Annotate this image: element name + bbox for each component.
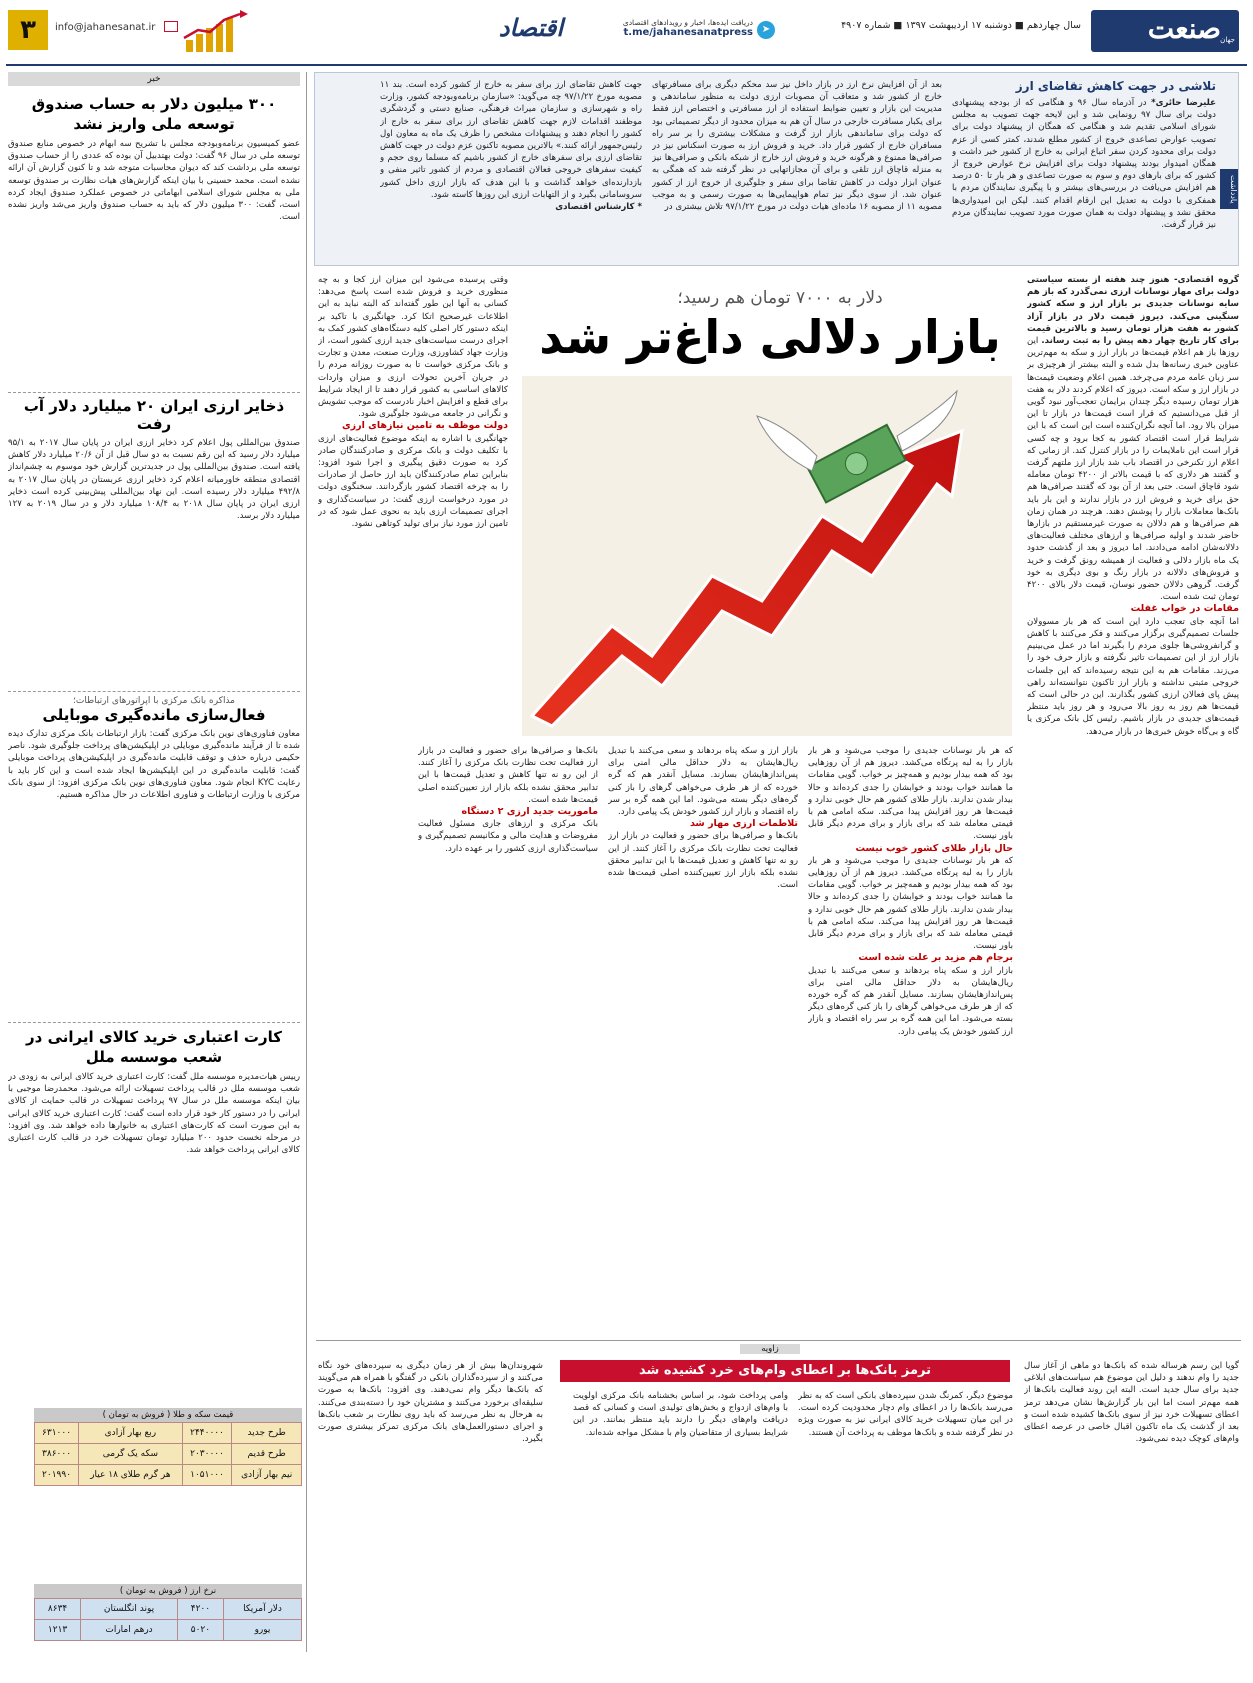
news-story-4-body: رییس هیات‌مدیره موسسه ملل گفت: کارت اعتباری خرید کالای ایرانی به زودی در شعب موسسه ملل در قالب پرداخت تسهیلات ارائه می‌شود. محمدرضا موجبی با بیان اینکه موسسه ملل در سال ۹۷ پرداخت تسهیلات در قالب حمایت از کالای ایرانی را در دستور کار خود قرار داده است گفت: کارت اعتباری خرید کالای ایرانی به این صورت است که کارت‌های اعتباری به خانوارها داده خواهد شد. وی افزود: در مرحله نخست حدود ۲۰۰ میلیارد تومان تسهیلات خرد در قالب کارت اعتباری کالای ایرانی پرداخت خواهد شد. [8, 1072, 300, 1156]
coin-table [34, 1422, 302, 1486]
news-story-3-body: معاون فناوری‌های نوین بانک مرکزی گفت: بازار ارتباطات بانک مرکزی تدارک دیده شده تا از فرآیند مانده‌گیری موبایلی در اپلیکیشن‌های پرداخت جلوگیری شود. ناصر حکیمی درباره حذف و توقف قابلیت مانده‌گیری در اپلیکیشن‌های پرداخت موبایلی گفت: قابلیت مانده‌گیری در این اپلیکیشن‌ها ایجاد شده است و این کار باید با رعایت KYC انجام شود. معاون فناوری‌های نوین بانک مرکزی افزود: از سوی بانک مرکزی با وزارت ارتباطات و فناوری اطلاعات در حال مذاکره هستیم. [8, 729, 300, 801]
coin-cell: ۲۰۳۰۰۰۰ [182, 1444, 232, 1465]
left-column-rule [306, 72, 307, 1652]
note-side-label-text: یادداشت [1229, 174, 1238, 204]
coin-cell: ۲۰۱۹۹۰ [35, 1465, 79, 1486]
subhead-govt-obliged: دولت موظف به تامین نیازهای ارزی [341, 420, 508, 432]
main-story-mid-text-1: که هر بار نوسانات جدیدی را موجب می‌شود و هر بار بازار را به لبه پرتگاه می‌کشد. دیروز هم از آن روزهایی بود که همه بیدار بودیم و همه‌چیز بر خواب. گویی مقامات ما همانند خواب بودند و خوابشان را جدی کرده‌اند و حالا بیدار شدن ندارند. بازار طلای کشور هم حال خوبی ندارد و قیمت‌ها هر روز افزایش پیدا می‌کند. سکه امامی هم با قیمتی معامله شد که برای بازار و برای مردم دیگر قابل باور نیست. [808, 746, 1013, 842]
main-story-mid-text-1b: که هر بار نوسانات جدیدی را موجب می‌شود و هر بار بازار را به لبه پرتگاه می‌کشد. دیروز هم از آن روزهایی بود که همه بیدار بودیم و همه‌چیز بر خواب. گویی مقامات ما همانند خواب بودند و خوابشان را جدی کرده‌اند و حالا بیدار شدن ندارند. بازار طلای کشور هم حال خوبی ندارد و قیمت‌ها هر روز افزایش پیدا می‌کند. سکه امامی هم با قیمتی معامله شد که برای بازار و برای مردم دیگر قابل باور نیست. [808, 855, 1013, 952]
telegram-block[interactable] [605, 18, 775, 38]
subhead-fx-turmoil: تلاطمات ارزی مهار شد [689, 818, 798, 830]
fx-table [34, 1598, 302, 1641]
masthead [0, 10, 1253, 60]
coin-cell: طرح قدیم [232, 1444, 302, 1465]
news-story-1-body: عضو کمیسیون برنامه‌وبودجه مجلس با تشریح سه ابهام در خصوص منابع صندوق توسعه ملی در سال ۹۶ گفت: دولت بهتدبیل آن بوده که عددی را از حساب صندوق توسعه ملی برداشت کند که دیوان محاسبات متوجه شد و تا کنون گزارش آن ارائه نشده است. محمد حسینی با بیان اینکه گزارش‌های هیات نظارت بر صندوق توسعه ملی به مجلس شورای اسلامی ابهاماتی در خصوص عملکرد صندوق ایجاد کرده است، گفت: ۳۰۰ میلیون دلار که باید به حساب صندوق واریز می‌شد واریز نشده است. [8, 139, 300, 223]
fx-cell: دلار آمریکا [224, 1599, 302, 1620]
left-news-column [8, 72, 300, 1322]
fx-table-title: نرخ ارز ( فروش به تومان ) [34, 1584, 302, 1598]
main-story-mid-text-3b: بانک مرکزی و ارزهای جاری مسئول فعالیت مفروضات و هدایت مالی و مکانیسم تصمیم‌گیری و سیاست‌گذاری ارزی کشور را بر عهده دارد. [418, 819, 598, 854]
bottom-box-col-3: وامی پرداخت شود، بر اساس بخشنامه بانک مرکزی اولویت با وام‌های ازدواج و بخش‌های تولیدی است و کسانی که قصد دریافت وام‌های دیگر را دارند باید منتظر بمانند. در این شرایط بسیاری از متقاضیان وام با مشکل مواجه شده‌اند. [573, 1391, 788, 1438]
fx-row [35, 1620, 302, 1641]
fx-cell: پوند انگلستان [81, 1599, 178, 1620]
main-story-right-text-2: اما آنچه جای تعجب دارد این است که هر بار مسوولان جلسات تصمیم‌گیری برگزار می‌کنند و فکر می‌کنند با کاهش و گرانفروشی‌ها جلوی مردم را بگیرند اما در عمل می‌بینیم بازار ارز از این تصمیمات تاثیر نگرفته و بازار حرف خود را می‌زند. مقامات هم به این نتیجه رسیده‌اند که این جلسات خروجی مثبتی نداشته و بازار ارز تاکنون نتوانسته‌اند راهی پیش پای فعالان ارزی کشور بگذارند. این در حالی است که قیمت‌ها هم روز به روز بالا می‌رود و هر روز باید منتظر قیمت‌های جدیدی در بازار باشیم. رئیس کل بانک مرکزی یا گاه و بی‌گاه خوش خبری‌ها در بازار می‌دهد. [1027, 616, 1239, 737]
note-col2: بعد از آن افزایش نرخ ارز در بازار داخل نیز سد محکم دیگری برای مسافرتهای خارج از کشور شد و متعاقب آن مصوبات ارزی دولت به منظور ساماندهی و مدیریت این بازار و تعیین ضوابط استفاده از ارز مسافرتی و اختصاص ارز فقط برای یکبار مسافرت خارجی در سال آن هم به میزان محدود از دیگر تصمیماتی بود که دولت برای ساماندهی بازار ارز گرفت و مشکلات بیشتری را بر سر راه مسافران خارج از کشور قرار داد. خرید و فروش ارز به صورت اسکناس نیز در صرافی‌ها ممنوع و هرگونه خرید و فروش ارز خارج از شبکه بانکی و صرافی‌ها نیز به منزله قاچاق ارز تلقی و برای آن مجازاتهایی در نظر گرفته شد که همگی به عنوان ابزار دولت در کاهش تقاضا برای سفر و جلوگیری از خروج ارز از کشور عنوان شد. از سوی دیگر نیز تمام هواپیمایی‌ها به صورت رسمی و به موجب مصوبه ۱۱ از مصوبه ۱۶ ماده‌ای هیات دولت در مورخ ۹۷/۱/۲۲ تلاش بیشتری در [652, 80, 942, 213]
main-story-lead: گروه اقتصادی- هنوز چند هفته از بسته سیاستی دولت برای مهار نوسانات ارزی نمی‌گذرد که باز هم سایه نوسانات جدیدی بر بازار ارز و سکه کشور سنگینی می‌کند. دیروز قیمت دلار در بازار آزاد کشور به هفت هزار تومان رسید و بالاترین قیمت برای کار تاریخ چهار دهه پیش را به ثبت رساند. [1027, 275, 1239, 347]
fx-cell: ۴۲۰۰ [177, 1599, 223, 1620]
telegram-icon: ➤ [757, 21, 775, 39]
note-body: در آذرماه سال ۹۶ و هنگامی که از بودجه پیشنهادی دولت برای سال ۹۷ رونمایی شد و این لایحه جهت تصویب به مجلس شورای اسلامی تقدیم شد و هنگامی که همگان از پیشنهاد دولت برای تصویب عوارض تصاعدی خروج از کشور مطلع شدند، کمتر کسی از عزم دولت برای محدود کردن سفر اتباع ایرانی به خارج از کشور خبر داشت و همگان امیدوار بودند پیشنهاد دولت برای افزایش نرخ عوارض خروج از کشور که برای بارهای دوم و سوم به صورت تصاعدی و هر بار تا ۵۰ درصد هم افزایش می‌یافت در بررسی‌های بیشتر و با پیگیری نمایندگان مردم با همفکری با دولت به تعدیل این ارقام اقدام کنند. لیکن این امیدواری‌ها محقق نشد و پیشنهاد دولت به همان صورت مورد تصویب نمایندگان مردم نیز قرار گرفت. [952, 98, 1216, 231]
telegram-handle[interactable]: t.me/jahanesanatpress [623, 27, 753, 38]
news-label: خبر [8, 72, 300, 86]
bottom-box-rule [316, 1340, 1241, 1341]
section-title: اقتصاد [498, 13, 563, 42]
growth-chart-icon [180, 10, 260, 54]
main-story-left-text: وقتی پرسیده می‌شود این میزان ارز کجا و به چه منظوری خرید و فروش شده است پاسخ می‌دهد: کسانی به آنها این طور گفته‌اند که البته نباید به این اطلاعات غیرصحیح اتکا کرد. جهانگیری با تاکید بر اینکه دستور کار اصلی کلیه دستگاه‌های کشور کمک به اجرای درست سیاست‌های جدید ارزی کشور است، از وزارت جهاد کشاورزی، وزارت صنعت، معدن و تجارت و بانک مرکزی خواست تا به صورت روزانه مردم را در جریان آخرین تحولات ارزی و میزان واردات کالاهای اساسی به کشور قرار دهند تا از ایجاد شرایط برای قطع و افزایش اخبار نادرست که موجب تشویش و نگرانی در جامعه می‌شود جلوگیری شود. [318, 275, 508, 420]
masthead-rule [6, 64, 1247, 66]
bottom-box-col-2: موضوع دیگر، کمرنگ شدن سپرده‌های بانکی است که به نظر می‌رسد بانک‌ها را در اعطای وام دچار محدودیت کرده است. در این میان تسهیلات خرید کالای ایرانی نیز به صورت ویژه در نظر گرفته شده و بانک‌ها موظف به پرداخت آن هستند. [798, 1391, 1013, 1438]
main-story-lead-column [1027, 274, 1239, 1114]
news-story-2-body: صندوق بین‌المللی پول اعلام کرد ذخایر ارزی ایران در پایان سال ۲۰۱۷ به ۹۵/۱ میلیارد دلار رسید که این رقم نسبت به دو سال قبل از آن ۲۰/۶ میلیارد دلار کاهش یافته است. صندوق بین‌المللی پول در جدیدترین گزارش خود موسوم به چشم‌انداز اقتصادی منطقه خاورمیانه اعلام کرد ذخایر ارزی عربستان در پایان سال ۲۰۱۷ به ۴۹۲/۸ میلیارد دلار رسیده است. این نهاد بین‌المللی پیش‌بینی کرده است ذخایر ارزی ایران در پایان سال ۲۰۱۸ به ۱۰۸/۴ میلیارد دلار و در سال ۲۰۱۹ به ۱۲۷ میلیارد دلار برسد. [8, 438, 300, 522]
coin-cell: هر گرم طلای ۱۸ عیار [79, 1465, 183, 1486]
fx-cell: یورو [224, 1620, 302, 1641]
fx-cell: درهم امارات [81, 1620, 178, 1641]
coin-cell: ۳۸۶۰۰۰ [35, 1444, 79, 1465]
logo [1091, 10, 1239, 52]
coin-cell: نیم بهار آزادی [232, 1465, 302, 1486]
coin-cell: ۶۳۱۰۰۰ [35, 1423, 79, 1444]
email-text[interactable]: info@jahanesanat.ir [55, 22, 156, 33]
main-story-mid-text-3: بانک‌ها و صرافی‌ها برای حضور و فعالیت در بازار ارز فعالیت تحت نظارت بانک مرکزی را آغاز کنند. از این رو نه تنها کاهش و تعدیل قیمت‌ها با این تدابیر محقق نشده بلکه بازار ارز تعیین‌کننده اصلی قیمت‌ها شده است. [418, 746, 598, 805]
fx-cell: ۸۶۳۴ [35, 1599, 81, 1620]
story-divider-1 [8, 392, 300, 393]
story-divider-3 [8, 1022, 300, 1023]
main-story-headline: بازار دلالی داغ‌تر شد [539, 310, 1001, 364]
coin-row [35, 1465, 302, 1486]
news-story-4-title: کارت اعتباری خرید کالای ایرانی در شعب موسسه ملل [26, 1028, 282, 1066]
coin-cell: ربع بهار آزادی [79, 1423, 183, 1444]
note-signature: * کارشناس اقتصادی [555, 202, 642, 213]
news-story-3-title: فعال‌سازی مانده‌گیری موبایلی [42, 706, 266, 724]
coin-cell: سکه یک گرمی [79, 1444, 183, 1465]
coin-cell: طرح جدید [232, 1423, 302, 1444]
coin-cell: ۱۰۵۱۰۰۰ [182, 1465, 232, 1486]
fx-cell: ۱۲۱۳ [35, 1620, 81, 1641]
coin-row [35, 1444, 302, 1465]
main-story-mid-text-2b: بانک‌ها و صرافی‌ها برای حضور و فعالیت در بازار ارز فعالیت تحت نظارت بانک مرکزی را آغاز کنند. از این رو نه تنها کاهش و تعدیل قیمت‌ها با این تدابیر محقق نشده بلکه بازار ارز تعیین‌کننده اصلی قیمت‌ها شده است. [608, 831, 798, 891]
bottom-box-col-4: شهروندان‌ها بیش از هر زمان دیگری به سپرده‌های خود نگاه می‌کنند و از سپرده‌گذاران بانکی در گفتگو با همراه هم می‌گویند که بانک‌ها دیگر وام نمی‌دهند. وی افزود: بانک‌ها به صورت سلیقه‌ای برخورد می‌کنند و مشتریان خود را دسته‌بندی می‌کنند. به هرحال به نظر می‌رسد که باید روی نظارت بر شعب بانک‌ها و اجرای دستورالعمل‌های بانک مرکزی تمرکز بیشتری صورت بگیرد. [318, 1361, 543, 1445]
fx-row [35, 1599, 302, 1620]
dateline: سال چهاردهم ■ دوشنبه ۱۷ اردیبهشت ۱۳۹۷ ■ شماره ۴۹۰۷ [841, 20, 1081, 31]
coin-cell: ۲۴۴۰۰۰۰ [182, 1423, 232, 1444]
main-story-kicker: دلار به ۷۰۰۰ تومان هم رسید؛ [677, 288, 883, 308]
news-story-2-title: ذخایر ارزی ایران ۲۰ میلیارد دلار آب رفت [23, 397, 285, 433]
story-divider-2 [8, 691, 300, 692]
note-col3: جهت کاهش تقاضای ارز برای سفر به خارج از کشور کرده است. بند ۱۱ مصوبه مورخ ۹۷/۱/۲۲ چه می‌گوید: «سازمان برنامه‌وبودجه کشور، وزارت راه و شهرسازی و سازمان میراث فرهنگی، صنایع دستی و گردشگری موظفند اقدامات لازم جهت کاهش تقاضای ارز برای سفر به خارج از کشور را انجام دهند و پیشنهادات مشخص را ظرف یک ماه به معاون اول رئیس‌جمهور ارائه کنند.» بالاترین مصوبه تاکنون عزم دولت در جهت کاهش تقاضای ارزی برای سفرهای خارج از کشور باشیم که مسلما روی حجم و کیفیت سفرهای خروجی فعالان اقتصادی و مردم از کشور تاثیر منفی و بازدارنده‌ای خواهد گذاشت و با این هدف که بازار ارزی داخل کشور سروسامانی بگیرد و از التهابات ارزی این روزها کاسته شود. [380, 80, 642, 200]
note-side-label [1220, 169, 1238, 209]
subhead-officials-asleep: مقامات در خواب غفلت [1130, 603, 1239, 615]
bottom-box-title: ترمز بانک‌ها بر اعطای وام‌های خرد کشیده شد [639, 1363, 931, 1378]
note-title: تلاشی در جهت کاهش تقاضای ارز [1015, 79, 1216, 93]
bottom-box-col-1: گویا این رسم هرساله شده که بانک‌ها دو ماهی از آغاز سال جدید را وام ندهند و دلیل این موضوع هم سیاست‌های ابلاغی جدید برای سال جدید است. البته این روند فعالیت بانک‌ها از همه مهم‌تر است اما این بار گزارش‌ها نشان می‌دهد ترمز اعطای تسهیلات خرد نیز از سوی بانک‌ها کشیده شده است و بعد از گذشت یک ماه تاکنون اقبال خاصی در عرصه اعطای وام‌های کوچک دیده نمی‌شود. [1024, 1361, 1239, 1445]
telegram-caption: دریافت ایده‌ها، اخبار و رویدادهای اقتصادی [622, 18, 753, 27]
subhead-new-mission: ماموریت جدید ارزی ۲ دستگاه [461, 806, 598, 818]
main-story-mid-text-1c: بازار ارز و سکه پناه بردهاند و سعی می‌کنند با تبدیل ریال‌هایشان به دلار حداقل مالی امنی برای پس‌اندازهایشان بسازند. مسایل آنقدر هم که گره خورده که از هر طرف می‌خواهی گرهای را باز کنی گره‌های دیگر بسته می‌شود. اما این همه گره بر سر راه اقتصاد و بازار ارز کشور خودش یک پیامی دارد. [808, 965, 1013, 1037]
news-story-1-title: ۳۰۰ میلیون دلار به حساب صندوق توسعه ملی واریز نشد [31, 95, 277, 133]
subhead-jcpoa: برجام هم مزید بر علت شده است [858, 952, 1013, 964]
coin-row [35, 1423, 302, 1444]
logo-text: صنعت [1147, 12, 1221, 45]
bottom-box-title-bar [560, 1360, 1010, 1382]
logo-subtext: جهان [1220, 36, 1235, 44]
page-number-badge [8, 10, 48, 50]
page-number: ۳ [20, 15, 36, 45]
note-author: علیرضا حائری* [1151, 98, 1216, 108]
top-note-box [314, 72, 1239, 266]
main-story-right-text: این روزها باز هم اعلام قیمت‌ها در بازار ارز و سکه به مهم‌ترین عناوین خبری رسانه‌ها بدل شده و البته بیشتر از هرچیزی بر سر زبان عامه مردم می‌چرخد. همین اعلام وضعیت قیمت‌ها در بازار ارز و سکه است. دیروز که اعلام کردند دلار به هفت هزار تومان رسیده دیگر چندان برایمان تعجب‌آور نبود گویی از قبل می‌دانستیم که قرار است قیمت‌ها در بازار تا این میزان بالا رود. اما آنچه نگران‌کننده است این است که با این شرایط قرار است اقتصاد کشور به کجا برود و چه کسی قرار است این ناملایمات را در بازار کنترل کند. از زمانی که اعلام ارز تکنرخی در اقتصاد باب شد بازار ارز ملتهم گرفت و گفتند هر دلاری که با قیمت بالاتر از ۴۲۰۰ تومان معامله شود قاچاق است. حتی بعد از آن بود که گفتند صرافی‌ها هم حق برای خرید و فروش ارز در بازار ندارند و این بار باید بانک‌ها معاملات بازار را پوشش دهند. هرچند در همان زمان هم صرافی‌ها و هم دلالان به صورت غیرمستقیم در بازارها حاضر شدند و اولیه صرافی‌ها و ارزهای مختلف فعالیت‌های دلالانه‌شان ادامه می‌دادند. اما دیروز و بعد از گذشت حدود یک ماه بازار دلالی و فعالیت از همیشه رونق گرفت و خرید و فروش‌های دلالانه در بازار رنگ و بوی دیگری به خود گرفت. گروهی دلالان حضور نوسان، قیمت دلار بالای ۴۲۰۰ تومان ثبت شده است. [1027, 336, 1239, 603]
coin-table-title: قیمت سکه و طلا ( فروش به تومان ) [34, 1408, 302, 1422]
main-story-mid-text-2: بازار ارز و سکه پناه بردهاند و سعی می‌کنند با تبدیل ریال‌هایشان به دلار حداقل مالی امنی برای پس‌اندازهایشان بسازند. مسایل آنقدر هم که گره خورده که از هر طرف می‌خواهی گرهای را باز کنی گره‌های دیگر بسته می‌شود. اما این همه گره بر سر راه اقتصاد و بازار ارز کشور خودش یک پیامی دارد. [608, 746, 798, 818]
subhead-gold-market: حال بازار طلای کشور خوب نیست [855, 842, 1013, 854]
bottom-box-label: زاویه [740, 1344, 800, 1354]
email-icon [164, 21, 178, 32]
main-story-left-text-2: جهانگیری با اشاره به اینکه موضوع فعالیت‌های ارزی با تکلیف دولت و بانک مرکزی و صادرکنندگان صادر کرد به صورت دقیق پیگیری و اجرا شود افزود: بنابراین تمام صادرکنندگان باید ارز حاصل از صادرات را به چرخه اقتصاد کشور بازگردانند. سخنگوی دولت در مورد درخواست ارزی گفت: در سیاست‌گذاری و اجرای تصمیمات ارزی باید به نحوی عمل شود که در تامین ارز مورد نیاز برای تولید کوتاهی نشود. [318, 433, 508, 530]
fx-cell: ۵۰۲۰ [177, 1620, 223, 1641]
news-story-3-kicker: مذاکره بانک مرکزی با اپراتورهای ارتباطات؛ [72, 696, 235, 706]
rising-arrow-illustration [522, 376, 1012, 736]
coin-price-table [34, 1408, 302, 1486]
fx-rate-table [34, 1584, 302, 1641]
